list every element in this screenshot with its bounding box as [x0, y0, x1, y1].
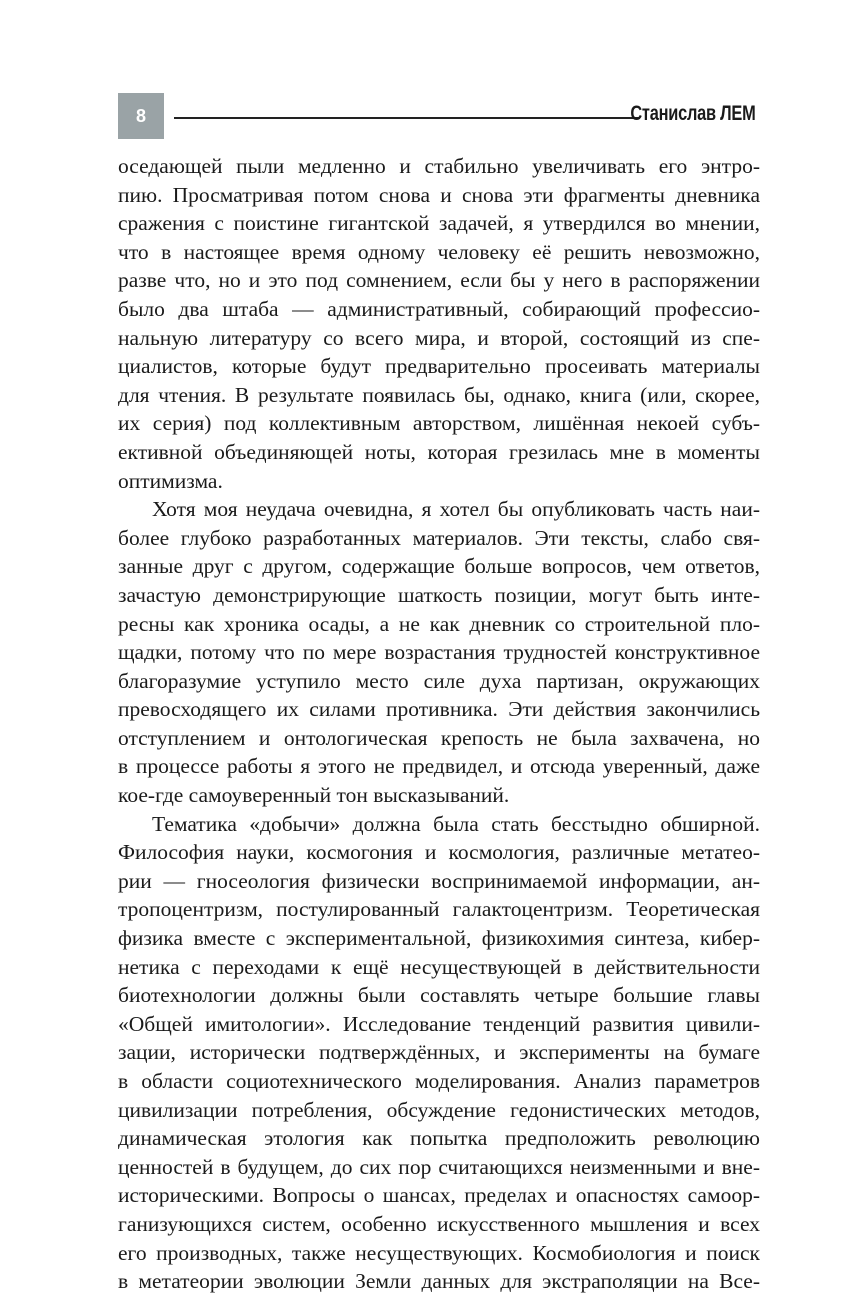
text-line: занные друг с другом, содержащие больше вопросов, чем ответов, — [118, 554, 760, 579]
body-text — [118, 152, 760, 1296]
text-line: что в настоящее время одному человеку её решить невозможно, — [118, 239, 760, 264]
text-line: цивилизации потребления, обсуждение гедонистических методов, — [118, 1097, 760, 1122]
text-line: в метатеории эволюции Земли данных для экстраполяции на Все- — [118, 1269, 760, 1294]
text-line: рии — гносеология физически воспринимаемой информации, ан- — [118, 868, 760, 893]
text-line: было два штаба — административный, собирающий профессио- — [118, 296, 760, 321]
page-number: 8 — [118, 93, 164, 139]
text-line: циалистов, которые будут предварительно просеивать материалы — [118, 354, 760, 379]
text-line: для чтения. В результате появилась бы, однако, книга (или, скорее, — [118, 382, 760, 407]
page-header — [118, 93, 758, 139]
text-line: в области социотехнического моделирования. Анализ параметров — [118, 1069, 760, 1093]
text-line: пию. Просматривая потом снова и снова эти фрагменты дневника — [118, 182, 760, 207]
paragraph — [118, 152, 760, 495]
text-line: более глубоко разработанных материалов. Эти тексты, слабо свя- — [118, 525, 760, 550]
paragraph — [118, 810, 760, 1296]
text-line: физика вместе с экспериментальной, физикохимия синтеза, кибер- — [118, 926, 760, 951]
text-line: благоразумие уступило место силе духа партизан, окружающих — [118, 668, 760, 693]
text-line: ресны как хроника осады, а не как дневник со строительной пло- — [118, 611, 760, 636]
text-line: ективной объединяющей ноты, которая грезилась мне в моменты — [118, 439, 760, 464]
text-line: «Общей имитологии». Исследование тенденций развития цивили- — [118, 1011, 760, 1036]
text-line: динамическая этология как попытка предположить революцию — [118, 1126, 760, 1151]
header-rule — [174, 117, 640, 119]
text-line: ганизующихся систем, особенно искусственного мышления и всех — [118, 1211, 760, 1236]
text-line: Философия науки, космогония и космология, различные метатео- — [118, 840, 760, 865]
text-line: щадки, потому что по мере возрастания трудностей конструктивное — [118, 640, 760, 665]
text-line: кое-где самоуверенный тон высказываний. — [118, 783, 510, 808]
text-line: Тематика «добычи» должна была стать бесстыдно обширной. — [152, 811, 760, 836]
text-line: нетика с переходами к ещё несуществующей в действительности — [118, 954, 760, 979]
text-line: отступлением и онтологическая крепость не была захвачена, но — [118, 725, 760, 750]
text-line: сражения с поистине гигантской задачей, я утвердился во мнении, — [118, 211, 760, 236]
text-line: превосходящего их силами противника. Эти действия закончились — [118, 697, 760, 722]
text-line: их серия) под коллективным авторством, лишённая некоей субъ- — [118, 411, 760, 436]
text-line: нальную литературу со всего мира, и второй, состоящий из спе- — [118, 325, 760, 350]
text-line: оптимизма. — [118, 468, 223, 493]
text-line: биотехнологии должны были составлять четыре большие главы — [118, 983, 760, 1008]
text-line: зации, исторически подтверждённых, и эксперименты на бумаге — [118, 1040, 760, 1065]
paragraph — [118, 495, 760, 810]
text-line: в процессе работы я этого не предвидел, и отсюда уверенный, даже — [118, 754, 760, 779]
text-line: зачастую демонстрирующие шаткость позиции, могут быть инте- — [118, 582, 760, 607]
text-line: историческими. Вопросы о шансах, пределах и опасностях самоор- — [118, 1183, 760, 1208]
text-line: Хотя моя неудача очевидна, я хотел бы опубликовать часть наи- — [152, 497, 760, 522]
text-line: его производных, также несуществующих. Космобиология и поиск — [118, 1240, 760, 1265]
text-line: разве что, но и это под сомнением, если бы у него в распоряжении — [118, 268, 760, 293]
text-line: тропоцентризм, постулированный галактоцентризм. Теоретическая — [118, 897, 760, 922]
running-head-author: Станислав ЛЕМ — [630, 102, 756, 125]
text-line: оседающей пыли медленно и стабильно увеличивать его энтро- — [118, 154, 760, 178]
text-line: ценностей в будущем, до сих пор считающихся неизменными и вне- — [118, 1154, 760, 1179]
